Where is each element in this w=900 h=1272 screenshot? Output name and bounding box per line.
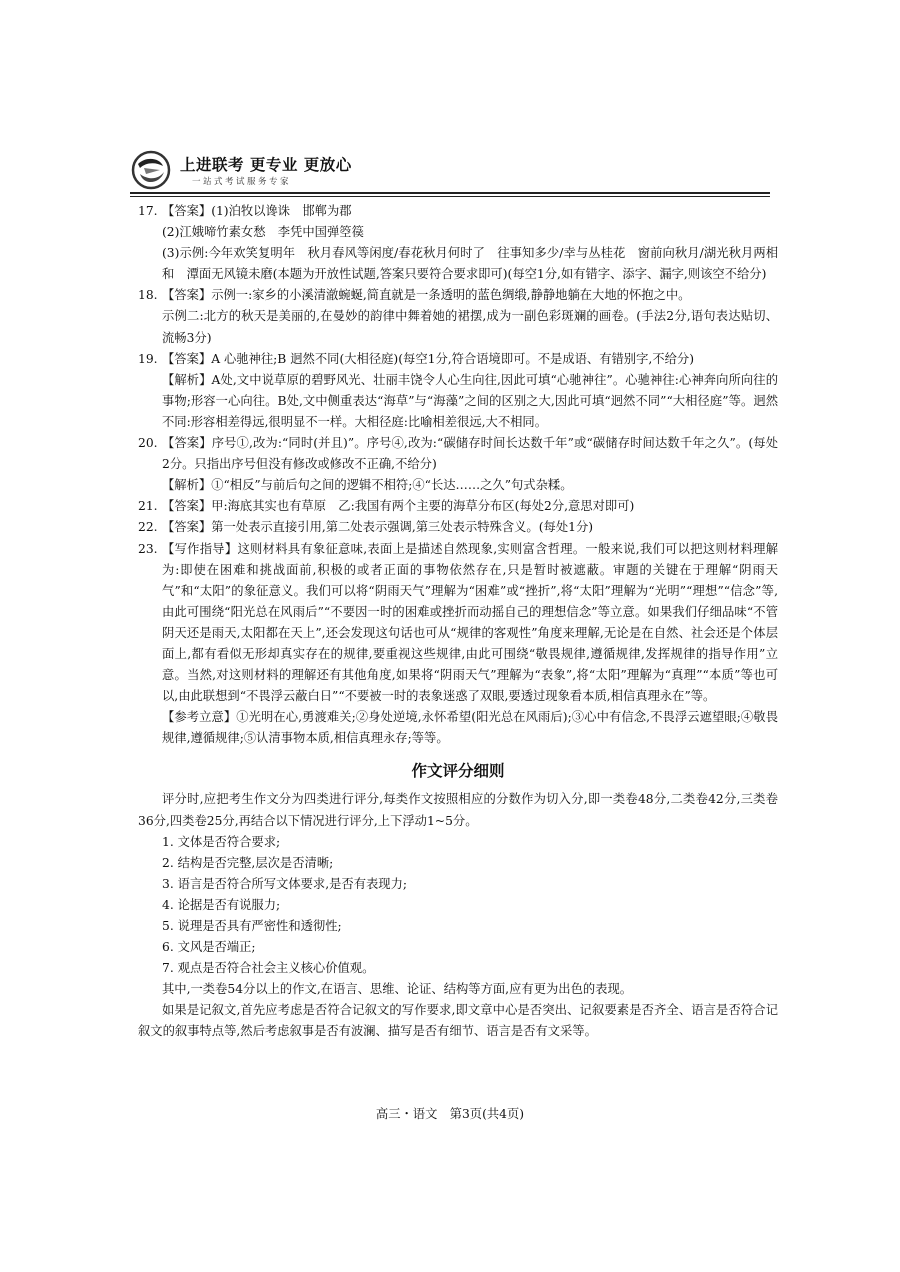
scoring-intro: 评分时,应把考生作文分为四类进行评分,每类作文按照相应的分数作为切入分,即一类卷48分,二类卷42分,三类卷36分,四类卷25分,再结合以下情况进行评分,上下浮动1~5分。 [138,792,778,828]
subslogan: 一站式考试服务专家 [192,177,292,187]
answer-18 [138,285,778,348]
criteria-item: 1. 文体是否符合要求; [162,834,281,849]
answer-19 [138,349,778,433]
header-rule [130,192,770,194]
question-number: 19. [138,351,158,366]
question-number: 23. [138,541,158,556]
answer-line: 【答案】第一处表示直接引用,第二处表示强调,第三处表示特殊含义。(每处1分) [162,520,594,535]
criteria-item: 2. 结构是否完整,层次是否清晰; [162,855,334,870]
answer-20 [138,433,778,496]
answer-22 [138,517,778,538]
answer-line: 【答案】A 心驰神往;B 迥然不同(大相径庭)(每空1分,符合语境即可。不是成语、有错别字,不给分) [162,351,694,366]
question-number: 20. [138,436,158,451]
question-number: 22. [138,520,158,535]
question-number: 17. [138,204,158,218]
criteria-item: 3. 语言是否符合所写文体要求,是否有表现力; [162,876,408,891]
answer-17 [138,201,778,285]
answer-sub: (2)江娥啼竹素女愁 李凭中国弹箜篌 [162,225,364,240]
criteria-item: 7. 观点是否符合社会主义核心价值观。 [162,961,375,976]
criteria-item: 6. 文风是否端正; [162,940,256,955]
logo-icon [130,150,174,190]
answer-sub: (3)示例:今年欢笑复明年 秋月春风等闲度/春花秋月何时了 往事知多少/幸与丛桂花 窗前向秋月/湖光秋月两相和 潭面无风镜未磨(本题为开放性试题,答案只要符合要求即可)(每空1分,如有错字、添字、漏字,则该空不给分) [162,246,778,282]
answer-analysis: 【解析】①“相反”与前后句之间的逻辑不相符;④“长达……之久”句式杂糅。 [162,478,573,493]
answer-23 [138,539,778,750]
answer-analysis: 【解析】A处,文中说草原的碧野风光、壮丽丰饶令人心生向往,因此可填“心驰神往”。心驰神往:心神奔向所向往的事物;形容一心向往。B处,文中侧重表达“海草”与“海藻”之间的区别之大,因此可填“迥然不同”“大相径庭”等。迥然不同:形容相差得远,很明显不一样。大相径庭:比喻相差很远,大不相同。 [162,372,778,429]
writing-guidance: 【写作指导】这则材料具有象征意味,表面上是描述自然现象,实则富含哲理。一般来说,我们可以把这则材料理解为:即使在困难和挑战面前,积极的或者正面的事物依然存在,只是暂时被遮蔽。审题的关键在于理解“阴雨天气”和“太阳”的象征意义。我们可以将“阴雨天气”理解为“困难”或“挫折”,将“太阳”理解为“光明”“理想”“信念”等,由此可围绕“阳光总在风雨后”“不要因一时的困难或挫折而动摇自己的理想信念”等立意。如果我们仔细品味“不管阴天还是雨天,太阳都在天上”,还会发现这句话也可从“规律的客观性”角度来理解,无论是在自然、社会还是个体层面上,都有看似无形却真实存在的规律,要重视这些规律,由此可围绕“敬畏规律,遵循规律,发挥规律的指导作用”立意。当然,对这则材料的理解还有其他角度,如果将“阴雨天气”理解为“表象”,将“太阳”理解为“真理”“本质”等也可以,由此联想到“不畏浮云蔽白日”“不要被一时的表象迷惑了双眼,要透过现象看本质,相信真理永在”等。 [162,541,778,704]
page-header [130,150,770,195]
criteria-item: 4. 论据是否有说服力; [162,897,281,912]
criteria-item: 5. 说理是否具有严密性和透彻性; [162,919,342,933]
page-footer: 高三・语文 第3页(共4页) [375,1107,525,1121]
question-number: 21. [138,499,158,514]
answer-21 [138,496,778,517]
section-title: 作文评分细则 [411,762,505,781]
answer-sub: 示例二:北方的秋天是美丽的,在曼妙的韵律中舞着她的裙摆,成为一副色彩斑斓的画卷。(手法2分,语句表达贴切、流畅3分) [162,309,778,345]
answer-line: 【答案】示例一:家乡的小溪清澈蜿蜒,简直就是一条透明的蓝色绸缎,静静地躺在大地的怀抱之中。 [162,288,691,303]
header-rule-thin [130,196,770,197]
question-number: 18. [138,288,158,303]
answer-line: 【答案】(1)泊牧以谗诛 邯郸为郡 [162,204,352,218]
answer-line: 【答案】甲:海底其实也有草原 乙:我国有两个主要的海草分布区(每处2分,意思对即可) [162,499,635,514]
answer-content [138,201,778,1043]
scoring-note: 如果是记叙文,首先应考虑是否符合记叙文的写作要求,即文章中心是否突出、记叙要素是否齐全、语言是否符合记叙文的叙事特点等,然后考虑叙事是否有波澜、描写是否有细节、语言是否有文采等。 [138,1003,778,1039]
slogan: 上进联考 更专业 更放心 [180,156,352,174]
scoring-note: 其中,一类卷54分以上的作文,在语言、思维、论证、结构等方面,应有更为出色的表现。 [162,982,633,997]
answer-line: 【答案】序号①,改为:“同时(并且)”。序号④,改为:“碳储存时间长达数千年”或“碳储存时间达数千年之久”。(每处2分。只指出序号但没有修改或修改不正确,不给分) [162,436,778,472]
reference-themes: 【参考立意】①光明在心,勇渡难关;②身处逆境,永怀希望(阳光总在风雨后);③心中有信念,不畏浮云遮望眼;④敬畏规律,遵循规律;⑤认清事物本质,相信真理永存;等等。 [162,710,778,746]
